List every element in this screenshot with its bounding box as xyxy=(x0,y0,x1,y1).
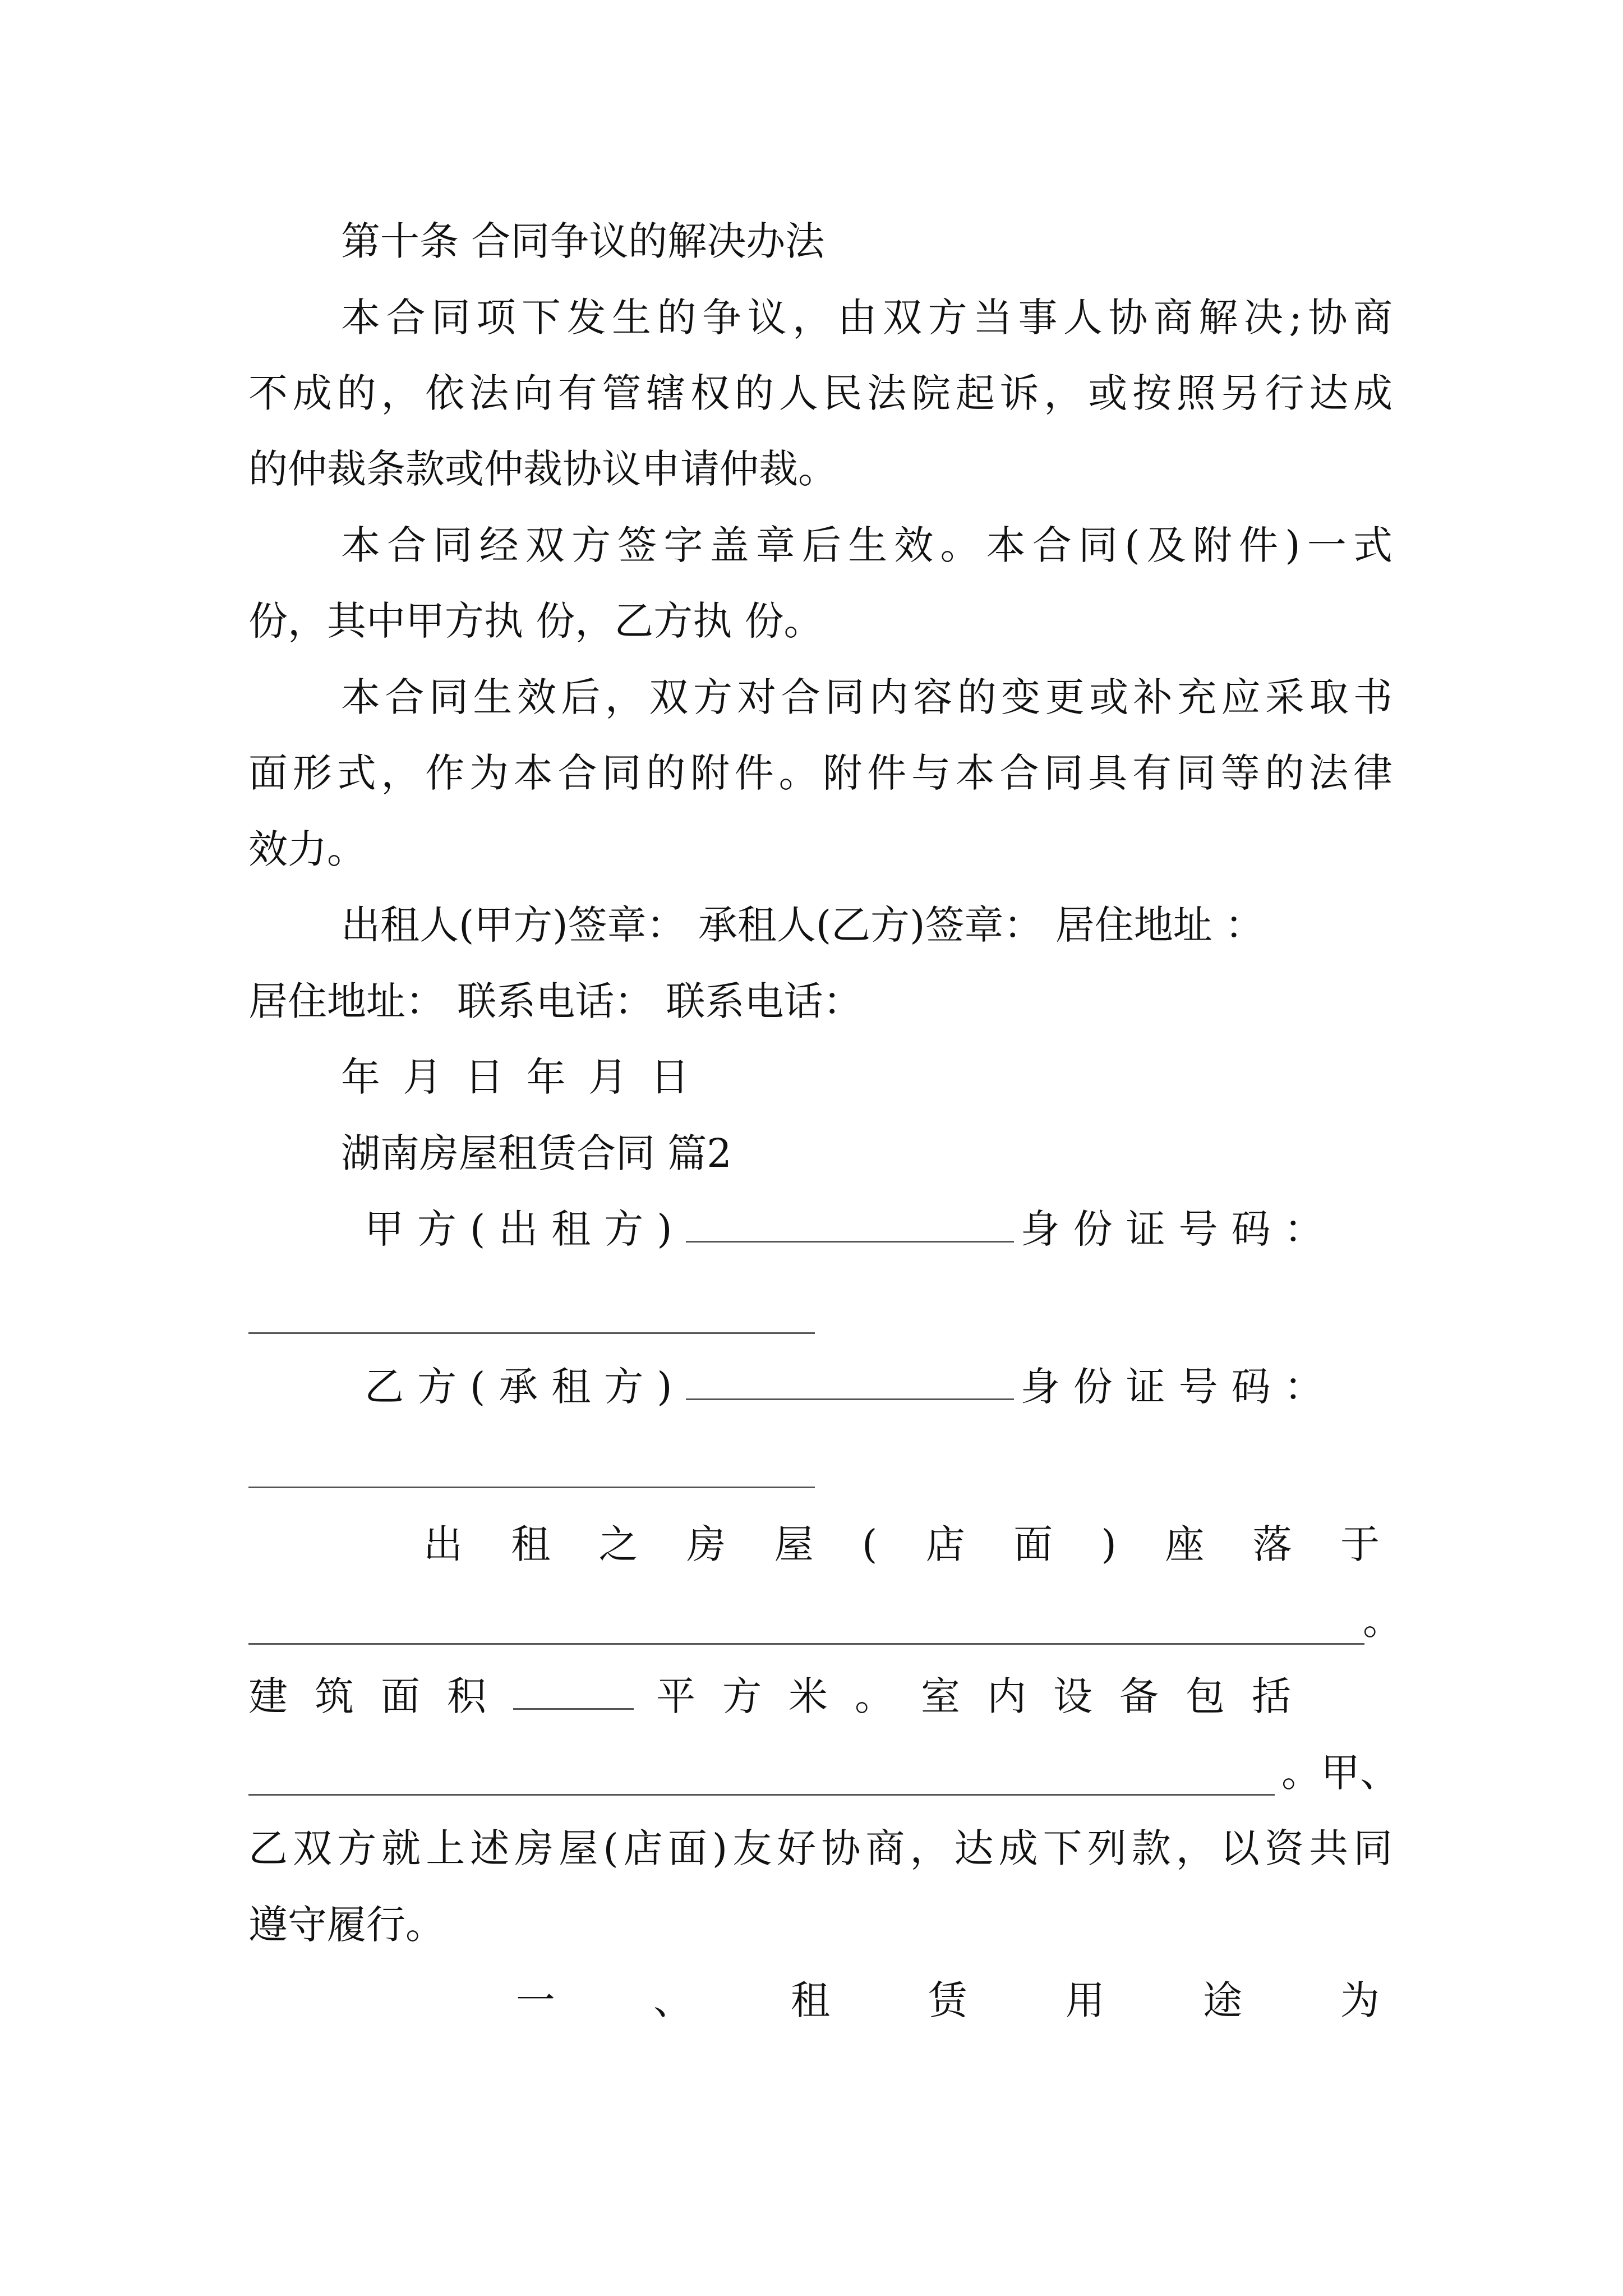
location-blank xyxy=(248,1643,1364,1645)
party-b-name-blank xyxy=(686,1364,1014,1400)
equipment-blank xyxy=(248,1794,1275,1796)
party-a-line xyxy=(365,1198,1380,1260)
contract-title: 湖南房屋租赁合同 篇2 xyxy=(341,1130,732,1176)
paragraph-line: 效力。 xyxy=(248,826,366,872)
clause-one: 一、租赁用途为 xyxy=(516,1977,1380,2023)
party-a-label: 甲方(出租方) xyxy=(365,1206,686,1252)
paragraph-line: 面形式，作为本合同的附件。附件与本合同具有同等的法律 xyxy=(248,750,1393,796)
area-blank xyxy=(513,1673,634,1710)
date-line: 年 月 日 年 月 日 xyxy=(341,1054,690,1100)
signature-line: 出租人(甲方)签章： 承租人(乙方)签章： 居住地址 ： xyxy=(341,902,1264,948)
paragraph-line: 本合同经双方签字盖章后生效。本合同(及附件)一式 xyxy=(341,522,1393,568)
area-label: 建筑面积 xyxy=(248,1673,513,1719)
agreement-line: 乙双方就上述房屋(店面)友好协商，达成下列款，以资共同 xyxy=(248,1825,1393,1871)
paragraph-line: 的仲裁条款或仲裁协议申请仲裁。 xyxy=(248,446,837,492)
party-b-id-blank xyxy=(248,1487,815,1488)
paragraph-line: 不成的，依法向有管辖权的人民法院起诉，或按照另行达成 xyxy=(248,370,1393,416)
party-b-line xyxy=(365,1356,1380,1418)
party-b-label: 乙方(承租方) xyxy=(365,1364,686,1410)
area-line xyxy=(248,1665,1381,1727)
paragraph-line: 本合同项下发生的争议，由双方当事人协商解决;协商 xyxy=(341,295,1393,341)
article-heading: 第十条 合同争议的解决办法 xyxy=(341,218,825,264)
signature-line: 居住地址： 联系电话： 联系电话： xyxy=(248,978,863,1024)
agreement-line: 遵守履行。 xyxy=(248,1902,445,1948)
area-unit: 平方米。室内设备包括 xyxy=(656,1673,1318,1719)
location-line: 出租之房屋(店面)座落于 xyxy=(423,1521,1380,1567)
paragraph-line: 本合同生效后，双方对合同内容的变更或补充应采取书 xyxy=(341,674,1393,720)
location-period: 。 xyxy=(1363,1598,1402,1644)
party-a-id-blank xyxy=(248,1332,815,1334)
id-number-label: 身份证号码： xyxy=(1020,1364,1337,1410)
parties-tail: 。甲、 xyxy=(1281,1750,1399,1796)
party-a-name-blank xyxy=(686,1206,1014,1243)
paragraph-line: 份，其中甲方执 份，乙方执 份。 xyxy=(248,598,823,644)
id-number-label: 身份证号码： xyxy=(1020,1206,1337,1252)
